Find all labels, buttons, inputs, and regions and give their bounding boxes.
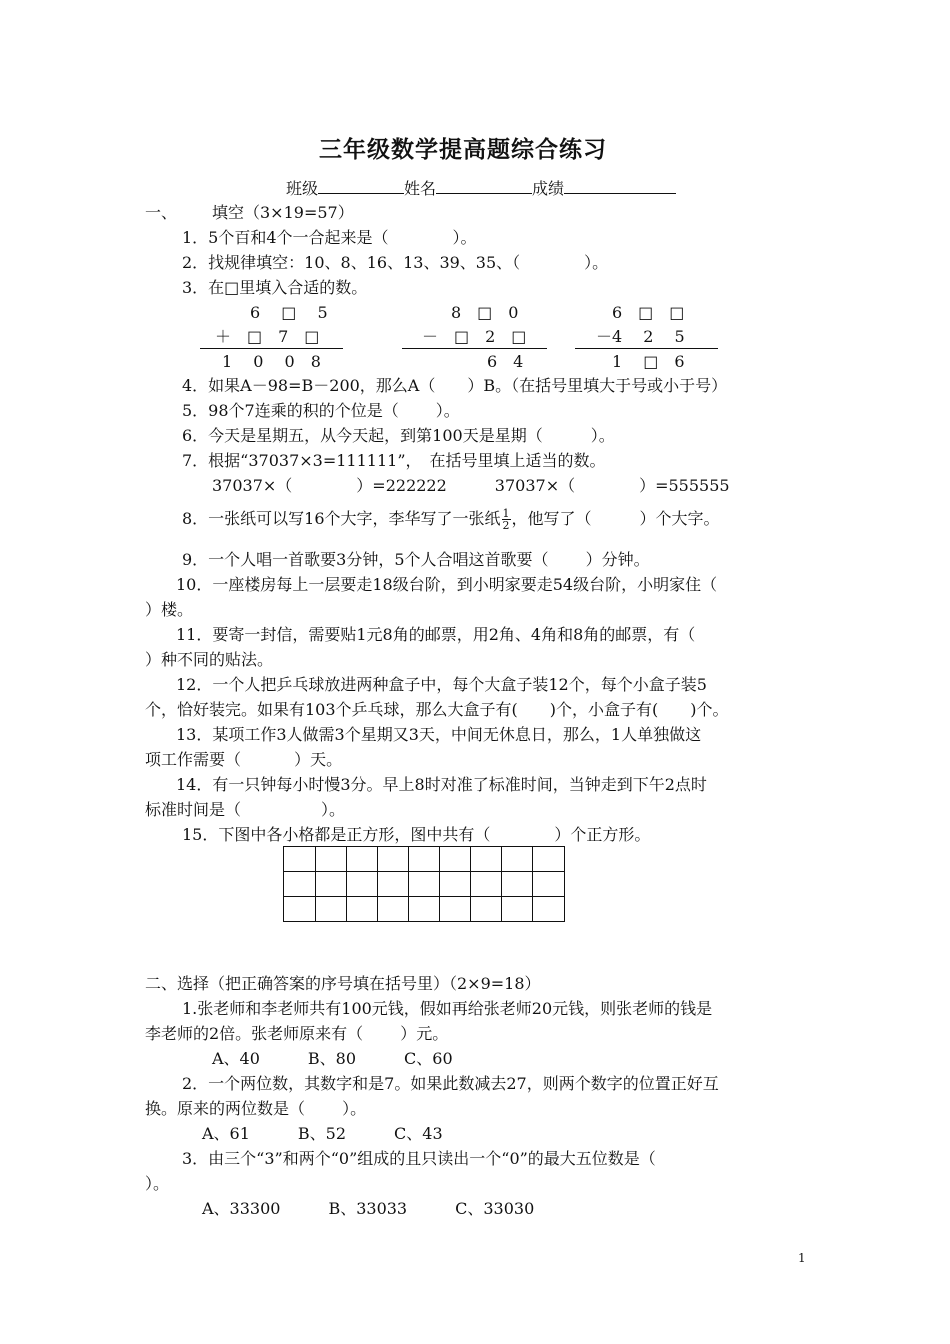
choice-1-line2: 李老师的2倍。张老师原来有（ ）元。 [145,1024,449,1043]
question-14-line1: 14．有一只钟每小时慢3分。早上8时对准了标准时间，当钟走到下午2点时 [176,775,707,794]
score-label: 成绩 [532,179,565,198]
question-14-line2: 标准时间是（ ）。 [145,800,346,819]
score-blank [564,177,676,194]
calc1-row2: ＋ □ 7 □ [215,327,320,346]
grid-line [439,847,440,921]
choice-3-options: A、33300 B、33033 C、33030 [202,1199,535,1218]
calc3-row2: －4 2 5 [596,327,685,346]
square-grid-figure [283,846,565,922]
grid-line [501,847,502,921]
question-7-blanks: 37037×（ ）=222222 37037×（ ）=555555 [212,476,730,495]
question-6: 6．今天是星期五，从今天起，到第100天是星期（ ）。 [182,426,615,445]
grid-line [470,847,471,921]
section1-heading: 填空（3×19=57） [212,203,354,222]
question-4: 4．如果A－98=B－200，那么A（ ）B。（在括号里填大于号或小于号） [182,376,728,395]
question-13-line2: 项工作需要（ ）天。 [145,750,343,769]
question-8 [182,502,720,536]
page-number: 1 [798,1251,806,1265]
question-12-line1: 12．一个人把乒乓球放进两种盒子中，每个大盒子装12个，每个小盒子装5 [176,675,707,694]
calc3-row3: 1 □ 6 [612,352,685,371]
question-11-line1: 11．要寄一封信，需要贴1元8角的邮票，用2角、4角和8角的邮票，有（ [176,625,696,644]
choice-3-line1: 3．由三个“3”和两个“0”组成的且只读出一个“0”的最大五位数是（ [182,1149,656,1168]
class-label: 班级 [286,179,319,198]
grid-line [315,847,316,921]
name-label: 姓名 [404,179,437,198]
q8-text-before: 8．一张纸可以写16个大字，李华写了一张纸 [182,509,501,528]
q8-numerator: 1 [502,507,510,520]
choice-3-line2: ）。 [145,1174,170,1193]
class-blank [318,177,404,194]
calc2-row1: 8 □ 0 [451,303,519,322]
calc2-rule [402,348,547,349]
question-10-line2: ）楼。 [145,600,194,619]
student-info-line [286,177,676,199]
q8-fraction [502,508,511,531]
question-9: 9．一个人唱一首歌要3分钟，5个人合唱这首歌要（ ）分钟。 [182,550,650,569]
question-5: 5．98个7连乘的积的个位是（ ）。 [182,401,460,420]
choice-1-options: A、40 B、80 C、60 [212,1049,453,1068]
question-11-line2: ）种不同的贴法。 [145,650,274,669]
question-1: 1．5个百和4个一合起来是（ ）。 [182,228,477,247]
grid-line [284,871,564,872]
grid-line [284,896,564,897]
question-10-line1: 10．一座楼房每上一层要走18级台阶，到小明家要走54级台阶，小明家住（ [176,575,718,594]
question-7: 7．根据“37037×3=111111”， 在括号里填上适当的数。 [182,451,606,470]
choice-2-line2: 换。原来的两位数是（ ）。 [145,1099,367,1118]
page-title: 三年级数学提高题综合练习 [319,136,607,163]
q8-text-after: ，他写了（ ）个大字。 [511,509,720,528]
choice-2-options: A、61 B、52 C、43 [202,1124,443,1143]
question-2: 2．找规律填空：10、8、16、13、39、35、（ ）。 [182,253,609,272]
grid-line [408,847,409,921]
calc2-row2: － □ 2 □ [422,327,527,346]
choice-2-line1: 2．一个两位数，其数字和是7。如果此数减去27，则两个数字的位置正好互 [182,1074,719,1093]
grid-line [377,847,378,921]
name-blank [436,177,532,194]
choice-1-line1: 1.张老师和李老师共有100元钱，假如再给张老师20元钱，则张老师的钱是 [182,999,713,1018]
grid-line [532,847,533,921]
question-15: 15．下图中各小格都是正方形，图中共有（ ）个正方形。 [182,825,651,844]
question-3: 3．在□里填入合适的数。 [182,278,368,297]
q8-denominator: 2 [502,519,510,532]
grid-line [346,847,347,921]
calc2-row3: 6 4 [487,352,524,371]
calc1-row1: 6 □ 5 [250,303,328,322]
calc1-row3: 1 0 0 8 [222,352,321,371]
question-13-line1: 13．某项工作3人做需3个星期又3天，中间无休息日，那么，1人单独做这 [176,725,702,744]
calc3-row1: 6 □ □ [612,303,685,322]
section2-heading: 二、选择（把正确答案的序号填在括号里）（2×9=18） [145,974,541,993]
question-12-line2: 个，恰好装完。如果有103个乒乓球，那么大盒子有( )个，小盒子有( )个。 [145,700,729,719]
section1-number: 一、 [145,203,178,222]
